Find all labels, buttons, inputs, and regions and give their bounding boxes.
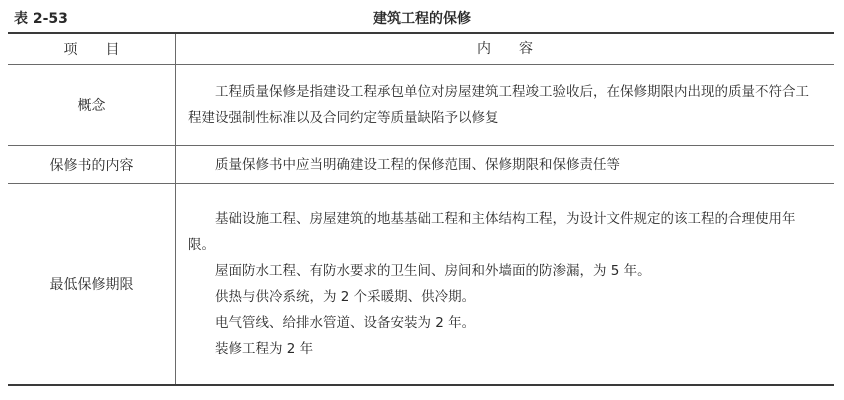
header-content: 内容: [477, 41, 561, 57]
row-content-warranty-book-cell: [176, 146, 834, 183]
table-row-concept: [8, 65, 834, 146]
warranty-table: [8, 32, 834, 386]
table-number: 表 2-53: [14, 11, 68, 27]
row-content-concept-cell: [176, 65, 834, 145]
period-line-waterproof: 屋面防水工程、有防水要求的卫生间、房间和外墙面的防渗漏，为 5 年。: [215, 263, 651, 279]
period-line-electrical: 电气管线、给排水管道、设备安装为 2 年。: [215, 315, 476, 331]
table-row-minimum-period: [8, 184, 834, 384]
row-content-minimum-period: [176, 184, 834, 384]
row-content-warranty-book: 质量保修书中应当明确建设工程的保修范围、保修期限和保修责任等: [215, 156, 620, 173]
row-content-concept: 工程质量保修是指建设工程承包单位对房屋建筑工程竣工验收后，在保修期限内出现的质量不符合工程建设强制性标准以及合同约定等质量缺陷予以修复: [188, 84, 809, 126]
table-row-warranty-book: [8, 146, 834, 184]
period-line-heating-cooling: 供热与供冷系统，为 2 个采暖期、供冷期。: [215, 289, 476, 305]
header-item: 项目: [8, 34, 176, 64]
row-item-concept: 概念: [8, 65, 176, 145]
row-item-warranty-book: 保修书的内容: [8, 146, 176, 183]
table-header-row: [8, 34, 834, 65]
table-title: 建筑工程的保修: [373, 11, 471, 27]
table-caption: [8, 6, 836, 28]
period-line-foundation: 基础设施工程、房屋建筑的地基基础工程和主体结构工程，为设计文件规定的该工程的合理使用年限。: [188, 211, 796, 253]
period-line-decoration: 装修工程为 2 年: [215, 341, 314, 357]
row-item-minimum-period: 最低保修期限: [8, 184, 176, 384]
